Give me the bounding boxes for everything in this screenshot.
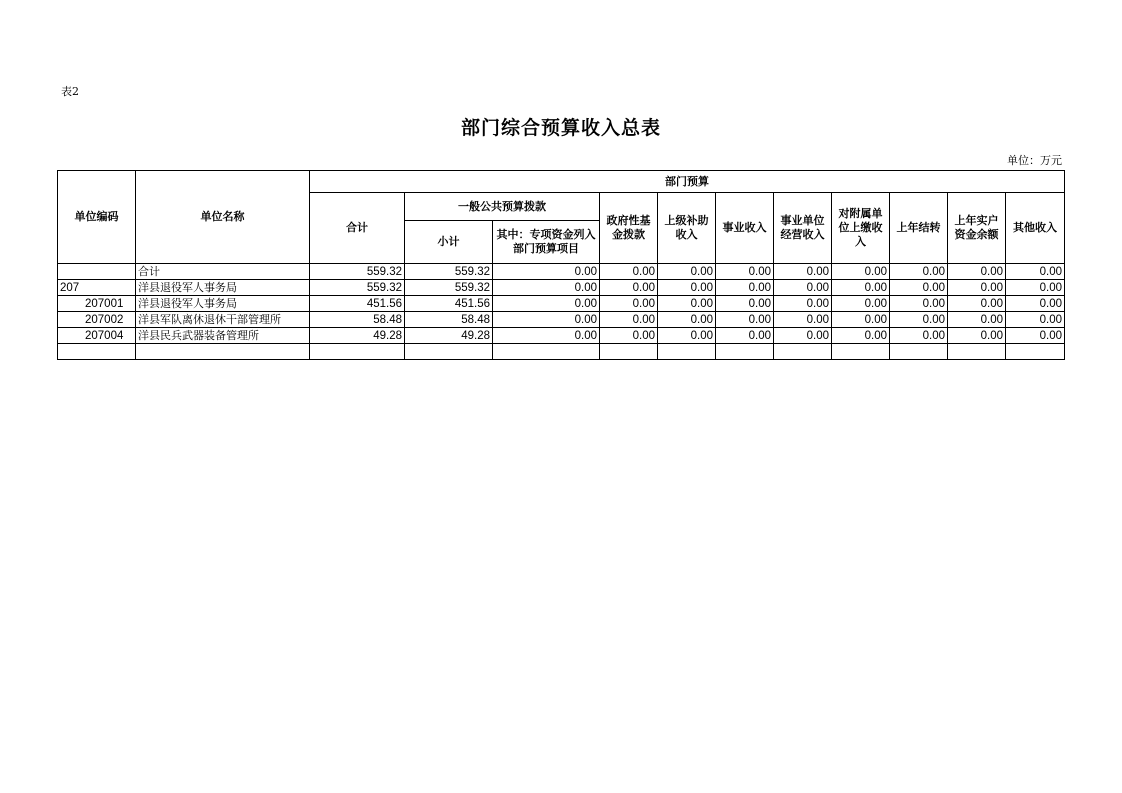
table-row: [58, 296, 1065, 312]
cell-business-unit: 0.00: [774, 312, 832, 328]
cell-special: 0.00: [493, 264, 600, 280]
cell-name: 合计: [136, 264, 310, 280]
cell-total: 58.48: [310, 312, 405, 328]
header-balance: 上年实户资金余额: [948, 193, 1006, 264]
cell-superior: 0.00: [658, 328, 716, 344]
header-special-project: 其中：专项资金列入部门预算项目: [493, 221, 600, 264]
header-dept-budget: 部门预算: [310, 171, 1065, 193]
unit-label: 单位：万元: [1007, 154, 1062, 167]
cell-special: [493, 344, 600, 360]
cell-other: 0.00: [1006, 312, 1065, 328]
page-title: 部门综合预算收入总表: [460, 117, 661, 139]
cell-balance: 0.00: [948, 264, 1006, 280]
cell-business-unit: 0.00: [774, 264, 832, 280]
cell-affiliated: 0.00: [832, 312, 890, 328]
cell-code: [58, 344, 136, 360]
header-general-budget: 一般公共预算拨款: [405, 193, 600, 221]
cell-business-unit: 0.00: [774, 296, 832, 312]
header-superior-subsidy: 上级补助收入: [658, 193, 716, 264]
table-number: 表2: [61, 85, 79, 98]
header-gov-fund: 政府性基金拨款: [600, 193, 658, 264]
cell-affiliated: 0.00: [832, 280, 890, 296]
cell-superior: 0.00: [658, 312, 716, 328]
cell-business: [716, 344, 774, 360]
cell-business-unit: [774, 344, 832, 360]
cell-affiliated: 0.00: [832, 264, 890, 280]
cell-carryover: 0.00: [890, 264, 948, 280]
cell-code: 207002: [58, 312, 136, 328]
cell-code: 207: [58, 280, 136, 296]
header-other-income: 其他收入: [1006, 193, 1065, 264]
header-carryover: 上年结转: [890, 193, 948, 264]
cell-name: 洋县军队离休退休干部管理所: [136, 312, 310, 328]
cell-gov-fund: 0.00: [600, 312, 658, 328]
cell-other: 0.00: [1006, 264, 1065, 280]
cell-balance: 0.00: [948, 312, 1006, 328]
header-business-income: 事业收入: [716, 193, 774, 264]
cell-other: 0.00: [1006, 296, 1065, 312]
table-row-empty: [58, 344, 1065, 360]
cell-business: 0.00: [716, 280, 774, 296]
table-row-total: [58, 264, 1065, 280]
cell-special: 0.00: [493, 280, 600, 296]
cell-special: 0.00: [493, 296, 600, 312]
cell-other: 0.00: [1006, 280, 1065, 296]
cell-gov-fund: [600, 344, 658, 360]
header-subtotal: 小计: [405, 221, 493, 264]
cell-total: [310, 344, 405, 360]
cell-gov-fund: 0.00: [600, 296, 658, 312]
cell-gov-fund: 0.00: [600, 280, 658, 296]
cell-subtotal: 58.48: [405, 312, 493, 328]
cell-special: 0.00: [493, 328, 600, 344]
cell-affiliated: 0.00: [832, 296, 890, 312]
cell-name: [136, 344, 310, 360]
cell-code: 207001: [58, 296, 136, 312]
cell-code: [58, 264, 136, 280]
cell-carryover: 0.00: [890, 296, 948, 312]
cell-special: 0.00: [493, 312, 600, 328]
cell-total: 559.32: [310, 264, 405, 280]
cell-balance: 0.00: [948, 280, 1006, 296]
cell-superior: 0.00: [658, 264, 716, 280]
header-unit-name: 单位名称: [136, 171, 310, 264]
cell-gov-fund: 0.00: [600, 264, 658, 280]
cell-name: 洋县民兵武器装备管理所: [136, 328, 310, 344]
cell-total: 559.32: [310, 280, 405, 296]
table-row: [58, 312, 1065, 328]
cell-balance: 0.00: [948, 296, 1006, 312]
cell-gov-fund: 0.00: [600, 328, 658, 344]
cell-business: 0.00: [716, 296, 774, 312]
cell-carryover: [890, 344, 948, 360]
cell-balance: 0.00: [948, 328, 1006, 344]
cell-superior: 0.00: [658, 296, 716, 312]
cell-subtotal: 559.32: [405, 264, 493, 280]
cell-business: 0.00: [716, 264, 774, 280]
cell-name: 洋县退役军人事务局: [136, 280, 310, 296]
cell-business: 0.00: [716, 312, 774, 328]
cell-affiliated: 0.00: [832, 328, 890, 344]
header-business-unit-income: 事业单位经营收入: [774, 193, 832, 264]
cell-other: 0.00: [1006, 328, 1065, 344]
cell-carryover: 0.00: [890, 280, 948, 296]
cell-code: 207004: [58, 328, 136, 344]
cell-superior: 0.00: [658, 280, 716, 296]
cell-subtotal: 559.32: [405, 280, 493, 296]
table-row: [58, 328, 1065, 344]
cell-affiliated: [832, 344, 890, 360]
cell-other: [1006, 344, 1065, 360]
table-row: [58, 280, 1065, 296]
cell-superior: [658, 344, 716, 360]
cell-business: 0.00: [716, 328, 774, 344]
header-total: 合计: [310, 193, 405, 264]
cell-subtotal: [405, 344, 493, 360]
header-unit-code: 单位编码: [58, 171, 136, 264]
cell-carryover: 0.00: [890, 312, 948, 328]
cell-total: 49.28: [310, 328, 405, 344]
cell-balance: [948, 344, 1006, 360]
budget-income-table: [57, 170, 1065, 360]
cell-name: 洋县退役军人事务局: [136, 296, 310, 312]
cell-subtotal: 49.28: [405, 328, 493, 344]
cell-business-unit: 0.00: [774, 328, 832, 344]
cell-carryover: 0.00: [890, 328, 948, 344]
cell-subtotal: 451.56: [405, 296, 493, 312]
header-affiliated-income: 对附属单位上缴收入: [832, 193, 890, 264]
cell-total: 451.56: [310, 296, 405, 312]
cell-business-unit: 0.00: [774, 280, 832, 296]
